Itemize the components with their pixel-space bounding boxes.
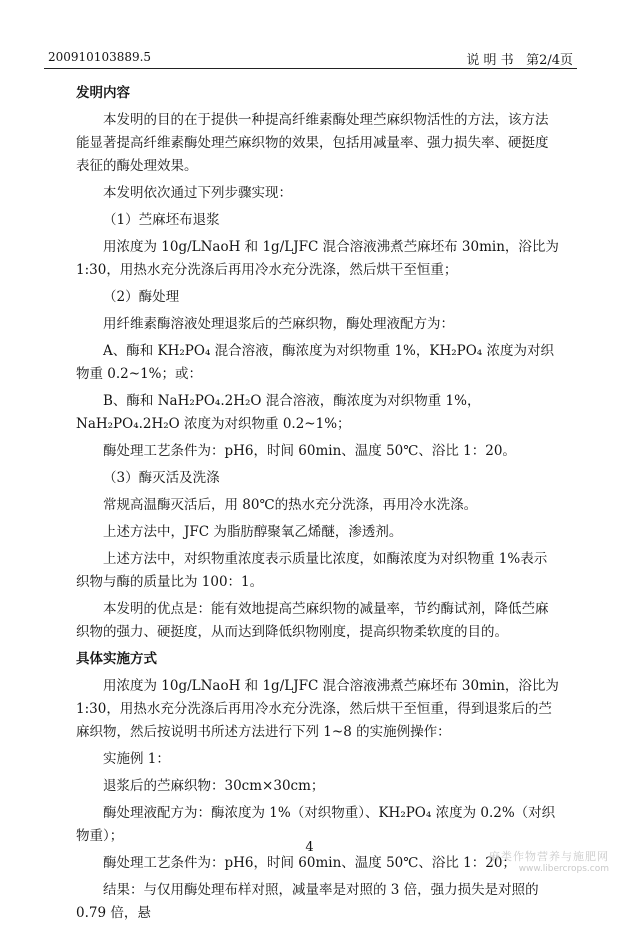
section-heading: 具体实施方式 — [76, 651, 157, 667]
body-paragraph: 本发明的优点是：能有效地提高苎麻织物的减量率，节约酶试剂，降低苎麻织物的强力、硬挺度，从而达到降低织物刚度，提高织物柔软度的目的。 — [76, 601, 549, 640]
section-heading: 发明内容 — [76, 85, 130, 101]
document-body — [76, 82, 560, 929]
body-paragraph: 用纤维素酶溶液处理退浆后的苎麻织物，酶处理液配方为： — [103, 316, 454, 332]
watermark-url: www.libercrops.com — [518, 864, 609, 874]
step-heading: （3）酶灭活及洗涤 — [103, 470, 220, 486]
body-paragraph: 上述方法中，JFC 为脂肪醇聚氧乙烯醚，渗透剂。 — [103, 524, 403, 540]
body-paragraph: 结果：与仅用酶处理布样对照，减量率是对照的 3 倍，强力损失是对照的 0.79 倍，悬 — [76, 882, 539, 921]
step-heading: （1）苎麻坯布退浆 — [103, 212, 220, 228]
patent-number: 200910103889.5 — [48, 50, 152, 64]
body-paragraph: 上述方法中，对织物重浓度表示质量比浓度，如酶浓度为对织物重 1%表示织物与酶的质量比为 100：1。 — [76, 551, 548, 590]
header-divider — [44, 68, 577, 69]
body-paragraph: B、酶和 NaH₂PO₄.2H₂O 混合溶液，酶浓度为对织物重 1%，NaH₂PO₄.2H₂O 浓度为对织物重 0.2~1%； — [76, 393, 481, 432]
step-heading: （2）酶处理 — [103, 289, 180, 305]
body-paragraph: 用浓度为 10g/LNaoH 和 1g/LJFC 混合溶液沸煮苎麻坯布 30min，浴比为 1:30，用热水充分洗涤后再用冷水充分洗涤，然后烘干至恒重，得到退浆后的苎麻织物，然后按说明书所述方法进行下列 1~8 的实施例操作： — [76, 678, 559, 740]
section-title: 说 明 书 — [466, 53, 514, 68]
body-paragraph: 退浆后的苎麻织物：30cm×30cm； — [103, 778, 325, 794]
watermark-title: 麻类作物营养与施肥网 — [489, 850, 609, 863]
body-paragraph: A、酶和 KH₂PO₄ 混合溶液，酶浓度为对织物重 1%，KH₂PO₄ 浓度为对织物重 0.2~1%；或： — [76, 343, 554, 382]
site-watermark — [489, 848, 609, 874]
body-paragraph: 实施例 1： — [103, 751, 170, 767]
body-paragraph: 酶处理工艺条件为：pH6，时间 60min、温度 50℃、浴比 1：20。 — [103, 443, 516, 459]
body-paragraph: 本发明的目的在于提供一种提高纤维素酶处理苎麻织物活性的方法，该方法能显著提高纤维素酶处理苎麻织物的效果，包括用减量率、强力损失率、硬挺度表征的酶处理效果。 — [76, 112, 549, 174]
body-paragraph: 本发明依次通过下列步骤实现： — [103, 185, 292, 201]
page-header-info — [466, 49, 573, 68]
page-number: 4 — [305, 840, 314, 855]
body-paragraph: 酶处理工艺条件为：pH6，时间 60min、温度 50℃、浴比 1：20； — [103, 855, 516, 871]
body-paragraph: 用浓度为 10g/LNaoH 和 1g/LJFC 混合溶液沸煮苎麻坯布 30min，浴比为 1:30，用热水充分洗涤后再用冷水充分洗涤，然后烘干至恒重； — [76, 239, 559, 278]
body-paragraph: 酶处理液配方为：酶浓度为 1%（对织物重）、KH₂PO₄ 浓度为 0.2%（对织物重）； — [76, 805, 556, 844]
body-paragraph: 常规高温酶灭活后，用 80℃的热水充分洗涤，再用冷水洗涤。 — [103, 497, 478, 513]
page-count: 第2/4页 — [526, 53, 573, 68]
